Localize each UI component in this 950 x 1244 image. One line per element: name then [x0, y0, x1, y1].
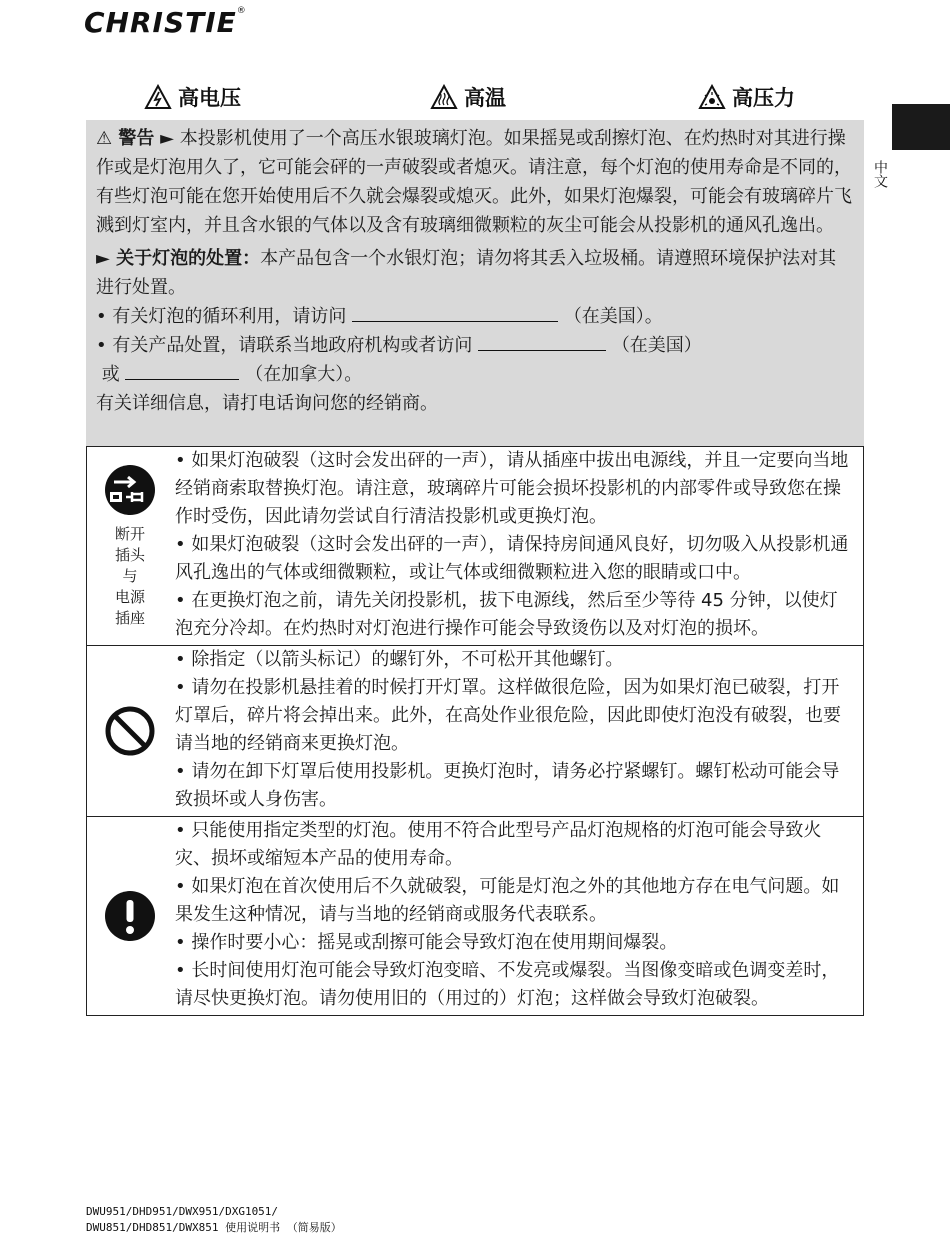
recycle-url-blank [352, 305, 558, 322]
language-tab-label: 中文 [872, 160, 888, 188]
list-item: • 如果灯泡在首次使用后不久就破裂，可能是灯泡之外的其他地方存在电气问题。如果发生这种情况，请与当地的经销商或服务代表联系。 [175, 876, 840, 925]
table-row [87, 816, 863, 1015]
row-text-cell [173, 817, 863, 1015]
disposal-heading: ► 关于灯泡的处置： [96, 248, 261, 269]
row-text-cell [173, 646, 863, 816]
high-pressure-icon [698, 84, 726, 110]
high-temperature-icon [430, 84, 458, 110]
caption-line: 断开 [114, 524, 145, 543]
details-line: 有关详细信息，请打电话询问您的经销商。 [96, 393, 438, 414]
product-disposal-prefix: • 有关产品处置，请联系当地政府机构或者访问 [96, 335, 473, 356]
row-text-cell [173, 447, 863, 645]
hazard-label: 高电压 [178, 86, 241, 110]
canada-line [96, 360, 854, 389]
list-item: • 长时间使用灯泡可能会导致灯泡变暗、不发亮或爆裂。当图像变暗或色调变差时，请尽快更换灯泡。请勿使用旧的（用过的）灯泡；这样做会导致灯泡破裂。 [175, 960, 840, 1009]
or-prefix: 或 [101, 364, 120, 385]
recycle-suffix: （在美国）。 [563, 306, 663, 327]
warning-box [86, 120, 864, 446]
high-voltage-icon [144, 84, 172, 110]
disposal-url-blank [478, 334, 606, 351]
caption-line: 电源 [114, 587, 145, 606]
language-tab-marker [892, 104, 950, 150]
row-icon-cell [87, 817, 173, 1015]
list-item: • 在更换灯泡之前，请先关闭投影机，拔下电源线，然后至少等待 45 分钟，以使灯泡充分冷却。在灼热时对灯泡进行操作可能会导致烫伤以及对灯泡的损坏。 [175, 590, 838, 639]
unplug-icon [104, 464, 156, 516]
row-icon-cell [87, 646, 173, 816]
list-item: • 请勿在投影机悬挂着的时候打开灯罩。这样做很危险，因为如果灯泡已破裂，打开灯罩后，碎片将会掉出来。此外，在高处作业很危险，因此即使灯泡没有破裂，也要请当地的经销商来更换灯泡。 [175, 677, 841, 754]
recycle-line [96, 302, 854, 331]
canada-url-blank [125, 363, 239, 380]
logo-text: CHRISTIE [84, 6, 237, 39]
list-item: • 只能使用指定类型的灯泡。使用不符合此型号产品灯泡规格的灯泡可能会导致火灾、损坏或缩短本产品的使用寿命。 [175, 820, 822, 869]
hazard-high-pressure [698, 82, 795, 112]
unplug-caption [115, 524, 145, 629]
hazard-label: 高压力 [732, 86, 795, 110]
table-row [87, 447, 863, 645]
list-item: • 如果灯泡破裂（这时会发出砰的一声），请从插座中拔出电源线，并且一定要向当地经销商索取替换灯泡。请注意，玻璃碎片可能会损坏投影机的内部零件或导致您在操作时受伤，因此请勿尝试自行清洁投影机或更换灯泡。 [175, 450, 849, 527]
prohibited-icon [103, 704, 157, 758]
recycle-prefix: • 有关灯泡的循环利用，请访问 [96, 306, 347, 327]
canada-suffix: （在加拿大）。 [245, 364, 363, 385]
footer-line: DWU951/DHD951/DWX951/DXG1051/ [86, 1205, 279, 1218]
product-disposal-suffix: （在美国） [611, 335, 702, 356]
registered-mark: ® [236, 6, 247, 16]
footer-model-info [86, 1204, 342, 1236]
disposal-paragraph [96, 244, 854, 302]
list-item: • 如果灯泡破裂（这时会发出砰的一声），请保持房间通风良好，切勿吸入从投影机通风孔逸出的气体或细微颗粒，或让气体或细微颗粒进入您的眼睛或口中。 [175, 534, 849, 583]
caption-line: 与 [122, 566, 138, 585]
disposal-text: 本产品包含一个水银灯泡；请勿将其丢入垃圾桶。请遵照环境保护法对其进行处置。 [96, 248, 837, 298]
list-item: • 操作时要小心：摇晃或刮擦可能会导致灯泡在使用期间爆裂。 [175, 932, 678, 953]
hazard-high-voltage [144, 82, 241, 112]
warning-heading: ⚠ 警告 [96, 128, 155, 149]
caption-line: 插座 [114, 608, 145, 627]
list-item: • 除指定（以箭头标记）的螺钉外，不可松开其他螺钉。 [175, 649, 624, 670]
row-icon-cell [87, 447, 173, 645]
mandatory-icon [103, 889, 157, 943]
warning-paragraph [96, 124, 854, 240]
product-disposal-line [96, 331, 854, 360]
warning-text: ► 本投影机使用了一个高压水银玻璃灯泡。如果摇晃或刮擦灯泡、在灼热时对其进行操作或是灯泡用久了，它可能会砰的一声破裂或者熄灭。请注意，每个灯泡的使用寿命是不同的，有些灯泡可能在您开始使用后不久就会爆裂或熄灭。此外，如果灯泡爆裂，可能会有玻璃碎片飞溅到灯室内，并且含水银的气体以及含有玻璃细微颗粒的灰尘可能会从投影机的通风孔逸出。 [96, 128, 852, 236]
hazard-label: 高温 [464, 86, 506, 110]
hazard-high-temperature [430, 82, 506, 112]
caption-line: 插头 [114, 545, 145, 564]
list-item: • 请勿在卸下灯罩后使用投影机。更换灯泡时，请务必拧紧螺钉。螺钉松动可能会导致损坏或人身伤害。 [175, 761, 840, 810]
safety-table [86, 446, 864, 1016]
table-row [87, 645, 863, 816]
footer-line: DWU851/DHD851/DWX851 使用说明书 （简易版） [86, 1221, 342, 1234]
christie-logo [84, 6, 247, 39]
